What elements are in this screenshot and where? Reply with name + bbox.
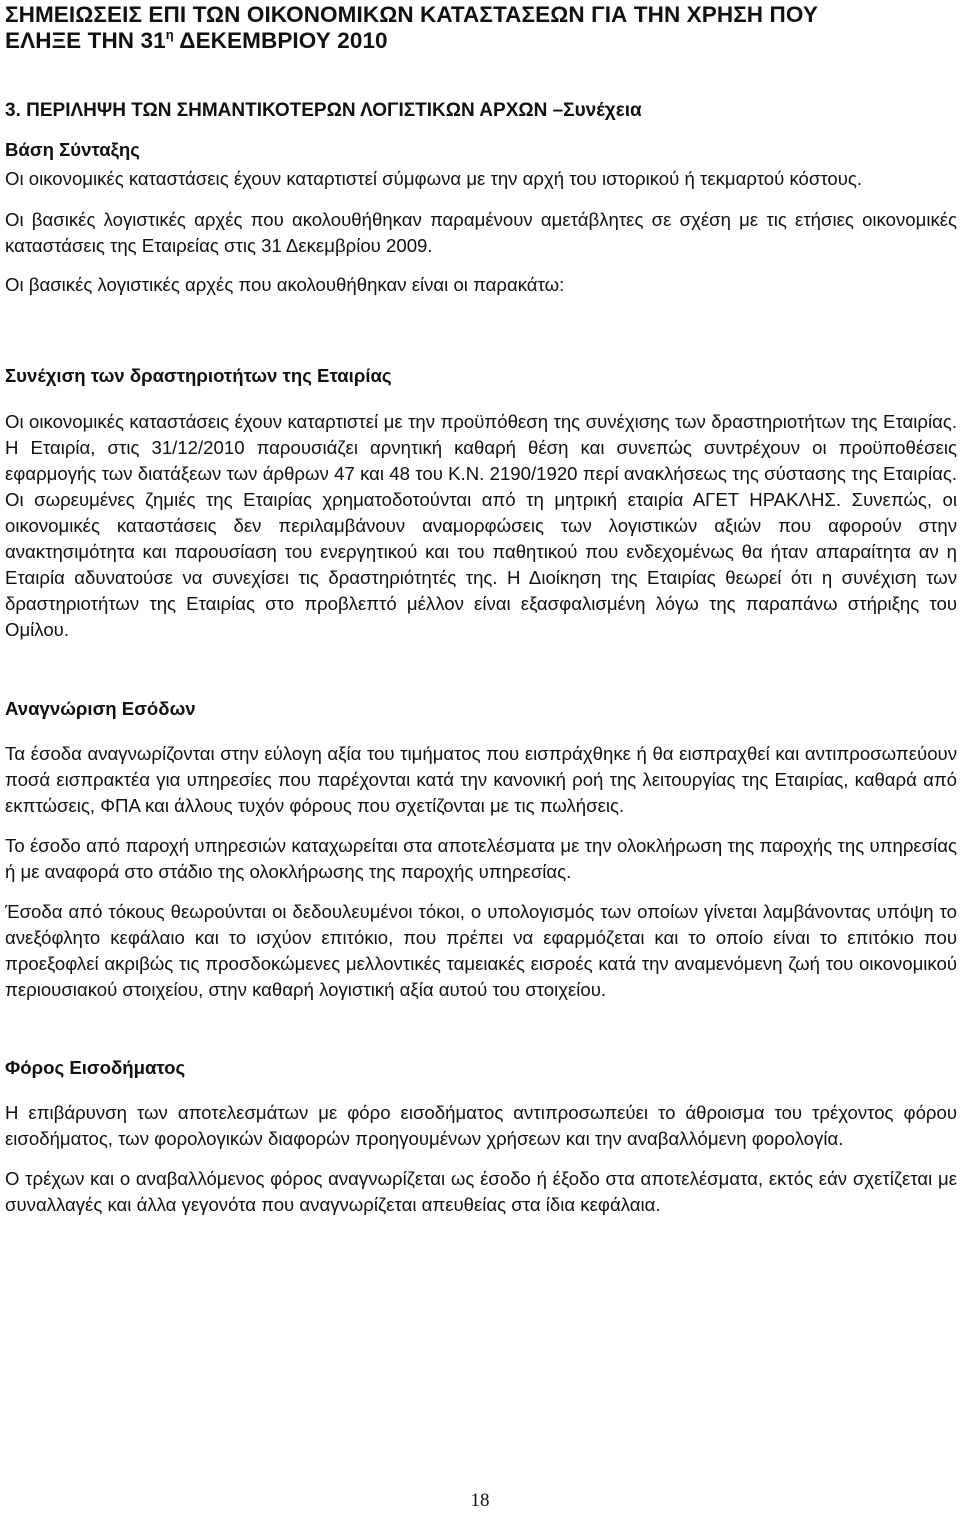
document-title xyxy=(5,0,957,54)
basis-heading: Βάση Σύνταξης xyxy=(5,139,140,160)
document-page xyxy=(5,0,957,1218)
income-tax-paragraph-2: Ο τρέχων και ο αναβαλλόμενος φόρος αναγνωρίζεται ως έσοδο ή έξοδο στα αποτελέσματα, εκτός εάν σχετίζεται με συναλλαγές και άλλα γεγονότα που αναγνωρίζεται απευθείας στα ίδια κεφάλαια. xyxy=(5,1168,957,1215)
ordinal-superscript: η xyxy=(165,27,174,42)
basis-paragraph-3: Οι βασικές λογιστικές αρχές που ακολουθήθηκαν είναι οι παρακάτω: xyxy=(5,274,565,295)
document-title-line1: ΣΗΜΕΙΩΣΕΙΣ ΕΠΙ ΤΩΝ ΟΙΚΟΝΟΜΙΚΩΝ ΚΑΤΑΣΤΑΣΕΩΝ ΓΙΑ ΤΗΝ ΧΡΗΣΗ ΠΟΥ xyxy=(5,2,818,27)
income-tax-heading: Φόρος Εισοδήματος xyxy=(5,1057,186,1078)
section-heading-continued: –Συνέχεια xyxy=(552,100,642,121)
page-number: 18 xyxy=(470,1490,490,1511)
income-tax-paragraph-1: Η επιβάρυνση των αποτελεσμάτων με φόρο εισοδήματος αντιπροσωπεύει το άθροισμα του τρέχοντος φόρου εισοδήματος, των φορολογικών διαφορών προηγουμένων χρήσεων και την αναβαλλόμενη φορολογία. xyxy=(5,1102,957,1149)
revenue-paragraph-1: Τα έσοδα αναγνωρίζονται στην εύλογη αξία του τιμήματος που εισπράχθηκε ή θα εισπραχθεί και αντιπροσωπεύουν ποσά εισπρακτέα για υπηρεσίες που παρέχονται κατά την κανονική ροή της λειτουργίας της Εταιρίας, καθαρά από εκπτώσεις, ΦΠΑ και άλλους τυχόν φόρους που σχετίζονται με τις πωλήσεις. xyxy=(5,743,957,816)
going-concern-paragraph: Οι οικονομικές καταστάσεις έχουν καταρτιστεί με την προϋπόθεση της συνέχισης των δραστηριοτήτων της Εταιρίας. Η Εταιρία, στις 31/12/2010 παρουσιάζει αρνητική καθαρή θέση και συνεπώς συντρέχουν οι προϋποθέσεις εφαρμογής των διατάξεων των άρθρων 47 και 48 του Κ.Ν. 2190/1920 περί ανακλήσεως της σύστασης της Εταιρίας. Οι σωρευμένες ζημιές της Εταιρίας χρηματοδοτούνται από τη μητρική εταιρία ΑΓΕΤ ΗΡΑΚΛΗΣ. Συνεπώς, οι οικονομικές καταστάσεις δεν περιλαμβάνουν αναμορφώσεις των λογιστικών αξιών που αφορούν στην ανακτησιμότητα και παρουσίαση του ενεργητικού και του παθητικού που ενδεχομένως θα ήταν απαραίτητα αν η Εταιρία αδυνατούσε να συνεχίσει τις δραστηριότητές της. Η Διοίκηση της Εταιρίας θεωρεί ότι η συνέχιση των δραστηριοτήτων της Εταιρίας στο προβλεπτό μέλλον είναι εξασφαλισμένη λόγω της παραπάνω στήριξης του Ομίλου. xyxy=(5,411,957,640)
revenue-paragraph-3: Έσοδα από τόκους θεωρούνται οι δεδουλευμένοι τόκοι, ο υπολογισμός των οποίων γίνεται λαμβάνοντας υπόψη το ανεξόφλητο κεφάλαιο και το ισχύον επιτόκιο, που πρέπει να εφαρμόζεται και το οποίο είναι το επιτόκιο που προεξοφλεί ακριβώς τις προσδοκώμενες μελλοντικές ταμειακές εισροές κατά την αναμενόμενη ζωή του οικονομικού περιουσιακού στοιχείου, στην καθαρή λογιστική αξία αυτού του στοιχείου. xyxy=(5,901,957,1000)
revenue-heading: Αναγνώριση Εσόδων xyxy=(5,698,196,719)
document-title-line2: ΕΛΗΞΕ ΤΗΝ $31^\eta$ ΔΕΚΕΜΒΡΙΟΥ 2010 xyxy=(5,27,388,53)
basis-paragraph-1: Οι οικονομικές καταστάσεις έχουν καταρτιστεί σύμφωνα με την αρχή του ιστορικού ή τεκμαρτού κόστους. xyxy=(5,168,863,189)
section-heading: 3. ΠΕΡΙΛΗΨΗ ΤΩΝ ΣΗΜΑΝΤΙΚΟΤΕΡΩΝ ΛΟΓΙΣΤΙΚΩΝ ΑΡΧΩΝ –Συνέχεια xyxy=(5,100,642,121)
basis-paragraph-2: Οι βασικές λογιστικές αρχές που ακολουθήθηκαν παραμένουν αμετάβλητες σε σχέση με τις ετήσιες οικονομικές καταστάσεις της Εταιρείας στις 31 Δεκεμβρίου 2009. xyxy=(5,209,957,256)
revenue-paragraph-2: Το έσοδο από παροχή υπηρεσιών καταχωρείται στα αποτελέσματα με την ολοκλήρωση της παροχής της υπηρεσίας ή με αναφορά στο στάδιο της ολοκλήρωσης της παροχής υπηρεσίας. xyxy=(5,835,957,882)
going-concern-heading: Συνέχιση των δραστηριοτήτων της Εταιρίας xyxy=(5,365,392,386)
